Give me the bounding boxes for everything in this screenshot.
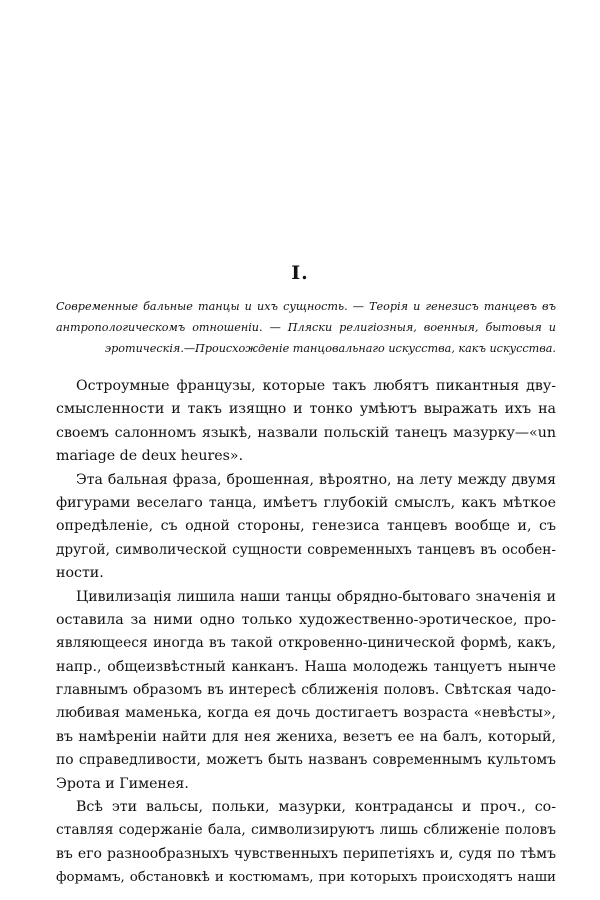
text-line: главнымъ образомъ въ интересѣ сближенія половъ. Свѣтская чадо- xyxy=(56,682,556,699)
text-line: опредѣленіе, съ одной стороны, генезиса танцевъ вообще и, съ xyxy=(56,518,556,535)
text-line: Эта бальная фраза, брошенная, вѣроятно, на лету между двумя xyxy=(76,471,556,488)
text-line: любивая маменька, когда ея дочь достигаетъ возраста «невѣсты», xyxy=(56,705,556,722)
text-line: Всѣ эти вальсы, польки, мазурки, контрадансы и проч., со- xyxy=(76,799,556,816)
text-line: формамъ, обстановкѣ и костюмамъ, при которыхъ происходятъ наши xyxy=(56,870,556,886)
text-line: фигурами веселаго танца, имѣетъ глубокій смыслъ, какъ мѣткое xyxy=(56,494,556,511)
text-line: въ намѣреніи найти для нея жениха, везетъ ее на балъ, который, xyxy=(56,728,556,745)
text-line: другой, символической сущности современныхъ танцевъ въ особен- xyxy=(56,541,556,558)
text-line: являющееся иногда въ такой откровенно-цинической формѣ, какъ, xyxy=(56,635,556,652)
text-line: въ его разнообразныхъ чувственныхъ перипетіяхъ и, судя по тѣмъ xyxy=(56,845,556,862)
text-line: Цивилизація лишила наши танцы обрядно-бытоваго значенія и xyxy=(76,588,556,605)
text-line: Эрота и Гименея. xyxy=(56,775,189,792)
text-line: mariage de deux heures». xyxy=(56,448,244,465)
chapter-number: I. xyxy=(291,262,309,284)
text-line: Остроумные французы, которые такъ любятъ пикантныя дву- xyxy=(76,378,556,394)
text-line: по справедливости, можетъ быть названъ современнымъ культомъ xyxy=(56,752,556,769)
text-line: оставила за ними одно только художественно-эротическое, про- xyxy=(56,611,556,628)
text-line: своемъ салонномъ языкѣ, назвали польскій танецъ мазурку—«un xyxy=(56,424,556,441)
text-line: ности. xyxy=(56,565,104,582)
text-line: смысленности и такъ изящно и тонко умѣютъ выражать ихъ на xyxy=(56,401,556,418)
chapter-summary: Современные бальные танцы и ихъ сущность. — Теорія и генезисъ танцевъ въ антропологическомъ отношеніи. — Пляски религіозныя, военныя, бытовыя и эротическія.—Происхожденіе танцовальнаго искусства, какъ искусства. xyxy=(56,300,556,355)
text-line: напр., общеизвѣстный канканъ. Наша молодежь танцуетъ нынче xyxy=(56,658,556,675)
text-line: ставляя содержаніе бала, символизируютъ лишь сближеніе половъ xyxy=(56,822,556,839)
body-text xyxy=(56,375,556,890)
